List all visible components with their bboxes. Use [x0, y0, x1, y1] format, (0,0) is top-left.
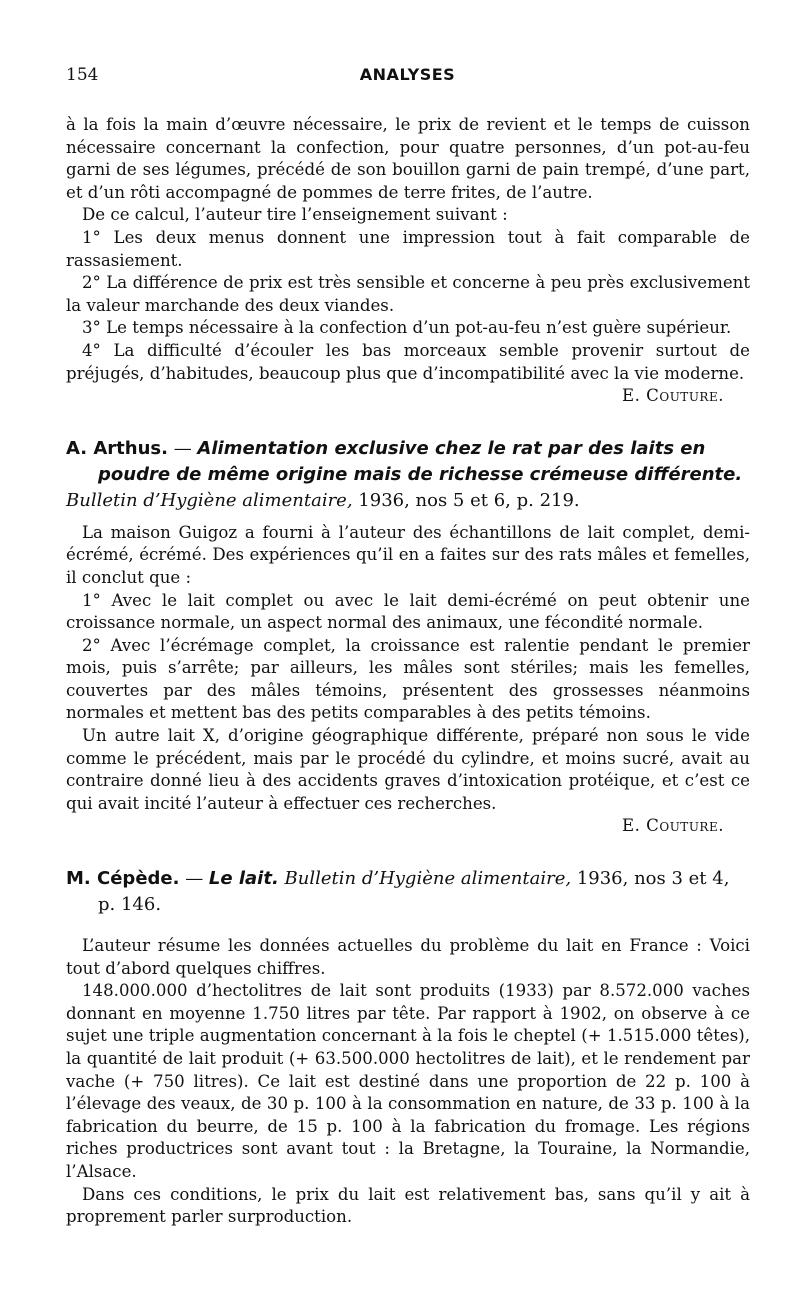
heading-dash: —: [167, 437, 198, 459]
paragraph: 2° Avec l’écrémage complet, la croissance est ralentie pendant le premier mois, puis s’arrête; par ailleurs, les mâles sont stériles; mais les femelles, couvertes par des mâles témoins, présentent des grossesses néanmoins normales et mettent bas des petits comparables à des petits témoins.: [66, 635, 750, 723]
article-source: Bulletin d’Hygiène alimentaire,: [284, 868, 572, 890]
page-number: 154: [66, 65, 99, 85]
article-source-line: [66, 488, 750, 514]
review-continued: [66, 114, 750, 408]
paragraph: 2° La différence de prix est très sensible et concerne à peu près exclusivement la valeur marchande des deux viandes.: [66, 273, 750, 315]
article-source-details: 1936, nos 3 et 4, p. 146.: [98, 868, 730, 916]
page-body: [66, 114, 750, 1229]
paragraph: 4° La difficulté d’écouler les bas morceaux semble provenir surtout de préjugés, d’habitudes, beaucoup plus que d’incompatibilité avec la vie moderne.: [66, 340, 750, 383]
spacer: [66, 926, 750, 935]
article-title: Alimentation exclusive chez le rat par des laits en poudre de même origine mais de richesse crémeuse différente.: [98, 437, 743, 485]
article-title: Le lait.: [208, 868, 279, 890]
paragraph: 3° Le temps nécessaire à la confection d’un pot-au-feu n’est guère supérieur.: [82, 318, 732, 338]
article-author: M. Cépède.: [66, 868, 180, 890]
paragraph: 1° Avec le lait complet ou avec le lait demi-écrémé on peut obtenir une croissance normale, un aspect normal des animaux, une fécondité normale.: [66, 590, 750, 633]
article-author: A. Arthus.: [66, 437, 168, 459]
paragraph: 1° Les deux menus donnent une impression tout à fait comparable de rassasiement.: [66, 227, 750, 270]
review-cepede: [66, 866, 750, 1229]
paragraph: La maison Guigoz a fourni à l’auteur des échantillons de lait complet, demi-écrémé, écrémé. Des expériences qu’il en a faites sur des rats mâles et femelles, il conclut que :: [66, 522, 750, 587]
article-source-details: 1936, nos 5 et 6, p. 219.: [352, 489, 580, 511]
page-header: [66, 64, 749, 88]
paragraph: 148.000.000 d’hectolitres de lait sont produits (1933) par 8.572.000 vaches donnant en moyenne 1.750 litres par tête. Par rapport à 1902, on observe à ce sujet une triple augmentation concernant à la fois le cheptel (+ 1.515.000 têtes), la quantité de lait produit (+ 63.500.000 hectolitres de lait), et le rendement par vache (+ 750 litres). Ce lait est destiné dans une proportion de 22 p. 100 à l’élevage des veaux, de 30 p. 100 à la consommation en nature, de 33 p. 100 à la fabrication du beurre, de 15 p. 100 à la fabrication du fromage. Les régions riches productrices sont avant tout : la Bretagne, la Touraine, la Normandie, l’Alsace.: [66, 981, 750, 1181]
running-title: ANALYSES: [359, 65, 456, 84]
article-heading: [66, 436, 750, 514]
paragraph: Dans ces conditions, le prix du lait est relativement bas, sans qu’il y ait à proprement parler surproduction.: [66, 1184, 750, 1227]
paragraph: L’auteur résume les données actuelles du problème du lait en France : Voici tout d’abord quelques chiffres.: [66, 936, 750, 978]
heading-dash: —: [179, 868, 209, 890]
reviewer-signature: E. Couture.: [622, 816, 724, 836]
article-source: Bulletin d’Hygiène alimentaire,: [66, 489, 353, 511]
paragraph: Un autre lait X, d’origine géographique différente, préparé non sous le vide comme le précédent, mais par le procédé du cylindre, et moins sucré, avait au contraire donné lieu à des accidents graves d’intoxication protéique, et c’est ce qui avait incité l’auteur à effectuer ces recherches.: [66, 726, 750, 813]
paragraph: De ce calcul, l’auteur tire l’enseignement suivant :: [82, 205, 508, 225]
paragraph: à la fois la main d’œuvre nécessaire, le prix de revient et le temps de cuisson nécessaire concernant la confection, pour quatre personnes, d’un pot-au-feu garni de ses légumes, précédé de son bouillon garni de pain trempé, d’une part, et d’un rôti accompagné de pommes de terre frites, de l’autre.: [66, 115, 750, 202]
review-arthus: [66, 436, 750, 838]
reviewer-signature: E. Couture.: [622, 386, 724, 406]
article-heading: [66, 866, 750, 918]
